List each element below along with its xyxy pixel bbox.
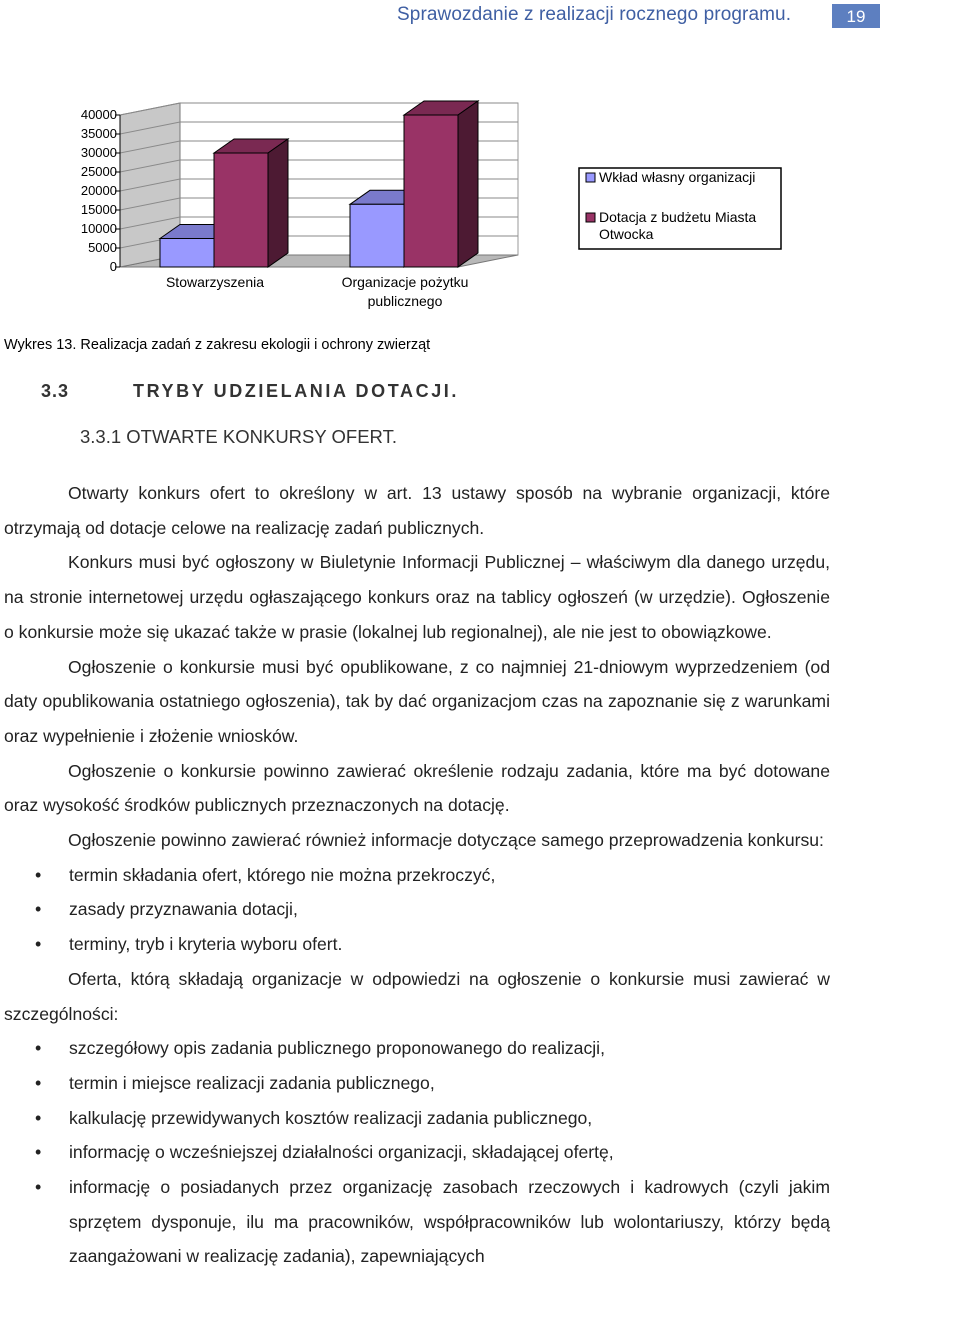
paragraph: Konkurs musi być ogłoszony w Biuletynie Informacji Publicznej – właściwym dla danego urzędu, na stronie internetowej urzędu ogłaszającego konkurs oraz na tablicy ogłoszeń (w urzędzie). Ogłoszenie o konkursie może się ukazać także w prasie (lokalnej lub regionalnej), ale nie jest to obowiązkowe. <box>4 552 830 642</box>
list-item: • informację o wcześniejszej działalności organizacji, składającej ofertę, <box>4 1135 830 1170</box>
y-tick-label: 15000 <box>80 202 117 217</box>
chart-caption: Wykres 13. Realizacja zadań z zakresu ekologii i ochrony zwierząt <box>4 337 431 353</box>
subsection-heading: 3.3.1 OTWARTE KONKURSY OFERT. <box>80 426 397 447</box>
y-tick-label: 0 <box>109 259 117 274</box>
list-item: • zasady przyznawania dotacji, <box>4 892 830 927</box>
y-tick-label: 20000 <box>80 183 117 198</box>
page-header-title: Sprawozdanie z realizacji rocznego programu. <box>397 4 792 25</box>
section-number: 3.3 <box>41 381 70 401</box>
section-title: TRYBY UDZIELANIA DOTACJI. <box>133 381 460 401</box>
y-tick-label: 25000 <box>80 164 117 179</box>
y-tick-label: 10000 <box>80 221 117 236</box>
x-tick-label: Stowarzyszenia <box>165 274 265 290</box>
paragraph: Ogłoszenie powinno zawierać również informacje dotyczące samego przeprowadzenia konkursu: <box>68 830 824 851</box>
list-item: • informację o posiadanych przez organizację zasobach rzeczowych i kadrowych (czyli jakim sprzętem dysponuje, ilu ma pracowników, współpracowników lub wolontariuszy, którzy będą zaangażowani w realizację zadania), zapewniających <box>4 1170 830 1274</box>
list-item: • termin składania ofert, którego nie można przekroczyć, <box>4 858 830 893</box>
legend-label: Otwocka <box>599 226 654 242</box>
y-tick-label: 30000 <box>80 145 117 160</box>
x-tick-label: Organizacje pożytku <box>341 274 469 290</box>
list-item: • terminy, tryb i kryteria wyboru ofert. <box>4 927 830 962</box>
y-tick-label: 5000 <box>88 240 117 255</box>
paragraph: Otwarty konkurs ofert to określony w art. 13 ustawy sposób na wybranie organizacji, które otrzymają od dotacje celowe na realizację zadań publicznych. <box>4 483 830 538</box>
bar-side <box>268 139 288 267</box>
bar <box>404 115 458 267</box>
x-tick-label: publicznego <box>367 293 443 309</box>
legend-swatch <box>586 213 595 222</box>
chart <box>0 90 960 322</box>
bar <box>214 153 268 267</box>
offer-contents-list <box>4 1031 830 1274</box>
paragraph: Ogłoszenie o konkursie musi być opublikowane, z co najmniej 21-dniowym wyprzedzeniem (od daty opublikowania ostatniego ogłoszenia), tak by dać organizacjom czas na zapoznanie się z warunkami oraz wypełnienie i złożenie wniosków. <box>4 656 830 746</box>
list-item: • kalkulację przewidywanych kosztów realizacji zadania publicznego, <box>4 1101 830 1136</box>
bar <box>160 239 214 268</box>
bar <box>350 204 404 267</box>
bar-side <box>458 101 478 267</box>
announcement-contents-list <box>4 858 830 962</box>
section-heading <box>41 381 459 402</box>
y-tick-label: 35000 <box>80 126 117 141</box>
paragraph: Oferta, którą składają organizacje w odpowiedzi na ogłoszenie o konkursie musi zawierać w szczególności: <box>4 968 830 1024</box>
legend-label: Dotacja z budżetu Miasta <box>599 209 757 225</box>
y-tick-label: 40000 <box>80 107 117 122</box>
paragraph: Ogłoszenie o konkursie powinno zawierać określenie rodzaju zadania, które ma być dotowane oraz wysokość środków publicznych przeznaczonych na dotację. <box>4 760 830 816</box>
page-number-badge: 19 <box>832 4 880 28</box>
legend-swatch <box>586 173 595 182</box>
list-item: • szczegółowy opis zadania publicznego proponowanego do realizacji, <box>4 1031 830 1066</box>
legend-label: Wkład własny organizacji <box>599 169 756 185</box>
list-item: • termin i miejsce realizacji zadania publicznego, <box>4 1066 830 1101</box>
document-body <box>4 476 830 1274</box>
